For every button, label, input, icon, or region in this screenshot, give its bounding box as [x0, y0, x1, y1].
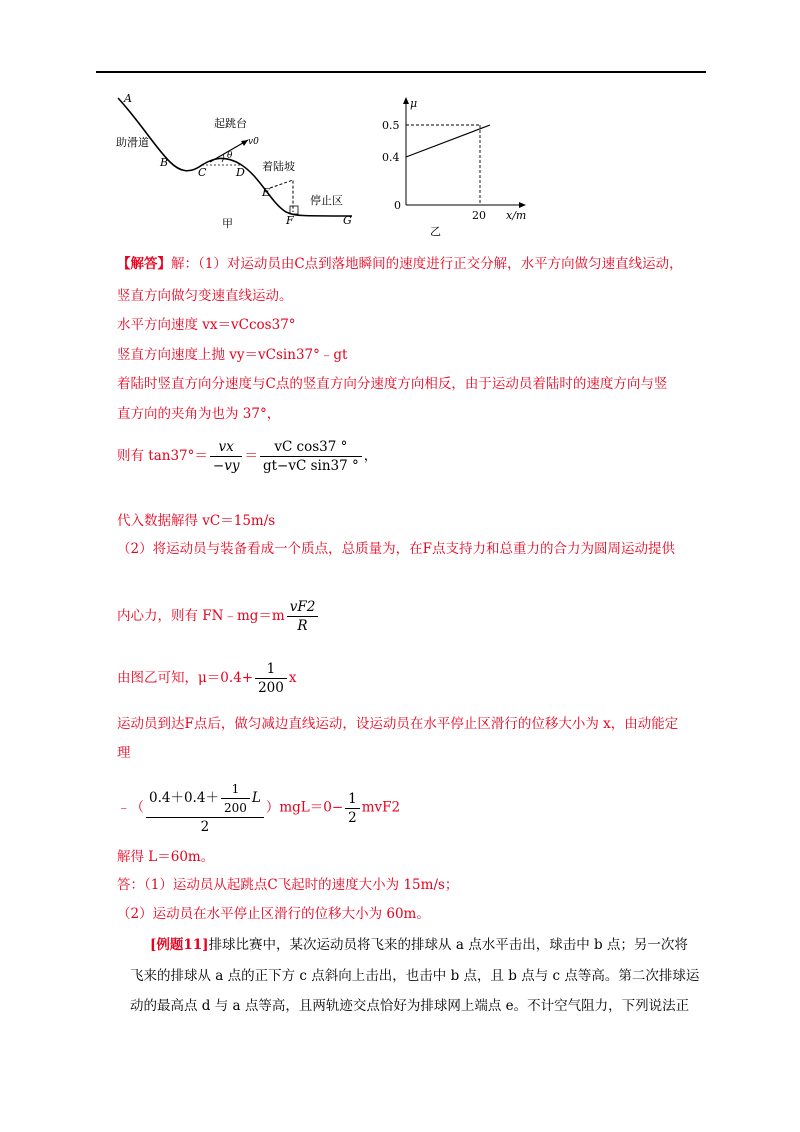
tick-origin: 0 — [394, 199, 401, 212]
solution-line-12: 运动员到达F点后，做匀减边直线运动，设运动员在水平停止区滑行的位移大小为 x，由动能定 — [117, 716, 679, 732]
label-C: C — [198, 166, 207, 179]
solution-line-4: 竖直方向速度上抛 vy＝vCsin37°﹣gt — [117, 347, 348, 363]
answer-line-1: 答：（1）运动员从起跳点C飞起时的速度大小为 15m/s； — [117, 877, 459, 893]
tick-20: 20 — [472, 209, 486, 222]
fraction-1-2: $\frac{1}{2}$ — [345, 790, 360, 827]
label-stop-zone: 停止区 — [310, 194, 343, 207]
solution-tag: 【解答】 — [117, 256, 171, 272]
formula-energy: ﹣（ 0.4＋0.4＋ $\frac{1}{200}$ L 2 ）mgL＝0− $\frac{1}{2}$ mvF2 — [117, 782, 401, 835]
fraction-vf-r: $\frac{vF2}{R}$ — [287, 598, 319, 635]
ski-track-figure — [110, 92, 360, 232]
fraction-1-200-inner: $\frac{1}{200}$ — [221, 780, 250, 817]
tick-0.5: 0.5 — [382, 119, 400, 132]
solution-line-8: 代入数据解得 vC＝15m/s — [117, 513, 276, 529]
solution-line-2: 竖直方向做匀变速直线运动。 — [117, 288, 293, 304]
x-axis-label: x/m — [506, 209, 527, 222]
solution-line-13: 理 — [117, 745, 131, 761]
label-helper-slope: 助滑道 — [116, 136, 149, 149]
label-A: A — [124, 92, 132, 105]
formula-centripetal: 内心力，则有 FN﹣mg＝m $\frac{vF2}{R}$ — [117, 598, 320, 635]
label-F: F — [286, 214, 294, 227]
label-E: E — [262, 186, 271, 199]
label-theta: θ — [227, 151, 233, 161]
fraction-avg-mu: 0.4＋0.4＋ $\frac{1}{200}$ L 2 — [146, 780, 264, 836]
tick-0.4: 0.4 — [382, 151, 400, 164]
solution-line-15: 解得 L＝60m。 — [117, 849, 215, 865]
header-rule — [96, 71, 706, 73]
solution-line-3: 水平方向速度 vx＝vCcos37° — [117, 317, 296, 333]
example-tag: [例题11] — [150, 937, 209, 953]
formula-mu: 由图乙可知，μ＝0.4+ $\frac{1}{200}$ x — [117, 661, 297, 696]
label-v0: v0 — [248, 137, 259, 147]
fraction-vx-vy: $\frac{vx}{-vy}$ — [210, 438, 243, 475]
solution-line-6: 直方向的夹角为也为 37°， — [117, 406, 281, 422]
caption-yi: 乙 — [430, 225, 441, 238]
formula-tan37: 则有 tan37°＝ $\frac{vx}{-vy}$ ＝ $\frac{\text{vC cos37 °}}{\text{gt−vC sin37 °}}$ ， — [117, 439, 378, 474]
solution-line-5: 着陆时竖直方向分速度与C点的竖直方向分速度方向相反，由于运动员着陆时的速度方向与竖 — [117, 376, 668, 392]
label-landing-slope: 着陆坡 — [262, 160, 295, 173]
answer-line-2: （2）运动员在水平停止区滑行的位移大小为 60m。 — [117, 906, 430, 922]
example-line-2: 飞来的排球从 a 点的正下方 c 点斜向上击出，也击中 b 点，且 b 点与 c 点等高。第二次排球运 — [130, 968, 700, 984]
label-takeoff: 起跳台 — [214, 117, 247, 130]
label-G: G — [343, 214, 352, 227]
friction-graph — [380, 95, 540, 240]
example-line-1: [例题11]排球比赛中，某次运动员将飞来的排球从 a 点水平击出，球击中 b 点；另一次将 — [150, 937, 688, 953]
caption-jia: 甲 — [222, 217, 233, 230]
label-D: D — [236, 166, 245, 179]
solution-line-1: 【解答】解：（1）对运动员由C点到落地瞬间的速度进行正交分解，水平方向做匀速直线运动， — [117, 256, 683, 272]
solution-line-9: （2）将运动员与装备看成一个质点，总质量为，在F点支持力和总重力的合力为圆周运动提供 — [117, 541, 675, 557]
fraction-1-200: $\frac{1}{200}$ — [255, 660, 287, 697]
label-B: B — [160, 156, 169, 169]
example-line-3: 动的最高点 d 与 a 点等高，且两轨迹交点恰好为排球网上端点 e。不计空气阻力，下列说法正 — [130, 998, 690, 1014]
mu-line — [406, 125, 490, 157]
dashed-triangle — [270, 180, 293, 212]
y-axis-label: μ — [410, 97, 418, 110]
fraction-vc: $\frac{\text{vC cos37 °}}{\text{gt−vC sin37 °}}$ — [260, 438, 362, 475]
